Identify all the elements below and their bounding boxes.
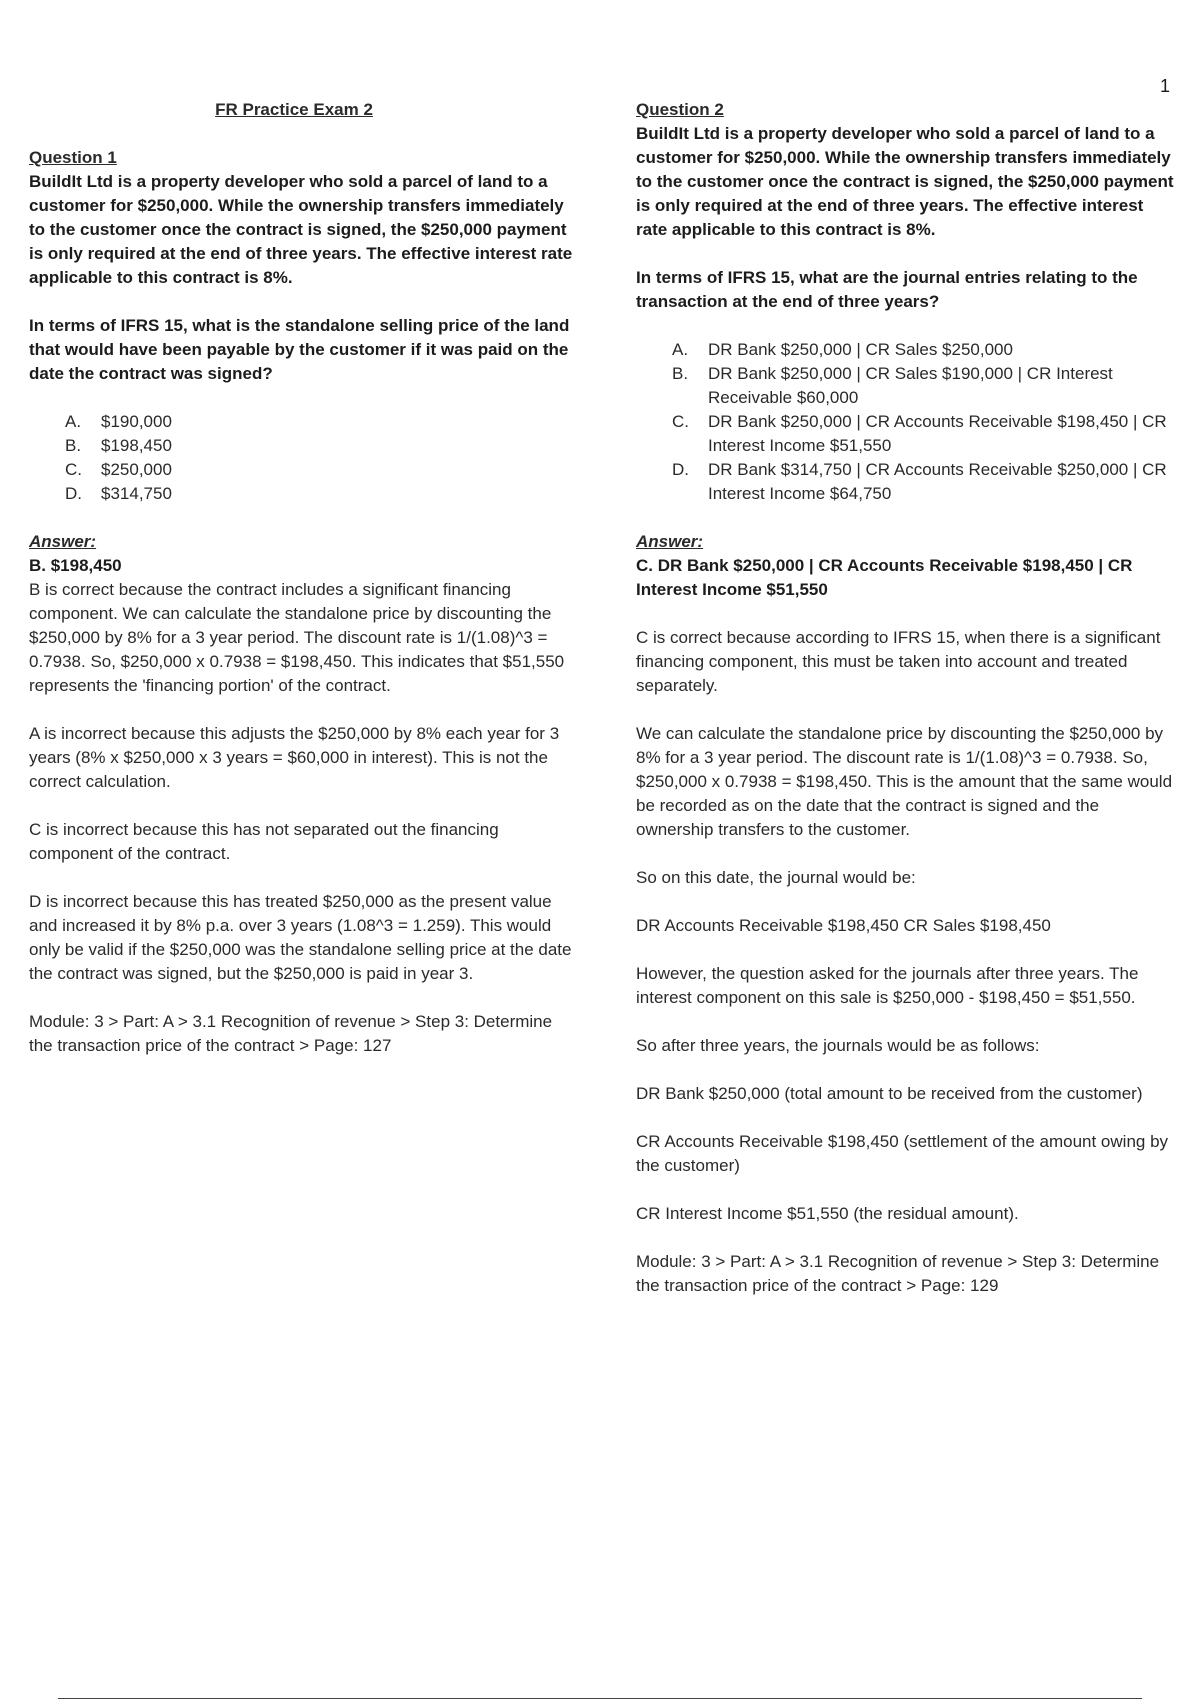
option-text: DR Bank $250,000 | CR Sales $250,000 bbox=[708, 340, 1013, 359]
option-text: DR Bank $250,000 | CR Accounts Receivable $198,450 | CR Interest Income $51,550 bbox=[708, 412, 1167, 455]
option-text: $250,000 bbox=[101, 460, 172, 479]
module-reference: Module: 3 > Part: A > 3.1 Recognition of revenue > Step 3: Determine the transaction price of the contract > Page: 127 bbox=[29, 1012, 553, 1055]
question-2-options bbox=[636, 338, 1176, 506]
option-text: DR Bank $250,000 | CR Sales $190,000 | CR Interest Receivable $60,000 bbox=[708, 364, 1113, 407]
explanation-paragraph: D is incorrect because this has treated $250,000 as the present value and increased it by 8% p.a. over 3 years (1.08^3 = 1.259). This would only be valid if the $250,000 was the standalone selling price at the date the contract was signed, but the $250,000 is paid in year 3. bbox=[29, 892, 572, 983]
journal-line: DR Bank $250,000 (total amount to be received from the customer) bbox=[636, 1084, 1143, 1103]
module-reference: Module: 3 > Part: A > 3.1 Recognition of revenue > Step 3: Determine the transaction price of the contract > Page: 129 bbox=[636, 1252, 1160, 1295]
option-d bbox=[636, 458, 1176, 506]
correct-answer: C. DR Bank $250,000 | CR Accounts Receivable $198,450 | CR Interest Income $51,550 bbox=[636, 556, 1133, 599]
question-2-prompt: In terms of IFRS 15, what are the journal entries relating to the transaction at the end of three years? bbox=[636, 268, 1138, 311]
question-1-stem: BuildIt Ltd is a property developer who sold a parcel of land to a customer for $250,000. While the ownership transfers immediately to the customer once the contract is signed, the $250,000 payment is only required at the end of three years. The effective interest rate applicable to this contract is 8%. bbox=[29, 172, 573, 287]
question-1-column bbox=[29, 98, 575, 1058]
option-b bbox=[29, 434, 575, 458]
explanation-paragraph: C is incorrect because this has not separated out the financing component of the contract. bbox=[29, 820, 499, 863]
option-letter: C. bbox=[65, 460, 82, 479]
exam-title: FR Practice Exam 2 bbox=[215, 100, 373, 119]
explanation-paragraph: B is correct because the contract includes a significant financing component. We can calculate the standalone price by discounting the $250,000 by 8% for a 3 year period. The discount rate is 1/(1.08)^3 = 0.7938. So, $250,000 x 0.7938 = $198,450. This indicates that $51,550 represents the 'financing portion' of the contract. bbox=[29, 580, 565, 695]
option-letter: A. bbox=[672, 340, 689, 359]
explanation-paragraph: A is incorrect because this adjusts the $250,000 by 8% each year for 3 years (8% x $250,000 x 3 years = $60,000 in interest). This is not the correct calculation. bbox=[29, 724, 560, 791]
question-2-column bbox=[636, 98, 1176, 1298]
explanation-paragraph: We can calculate the standalone price by discounting the $250,000 by 8% for a 3 year period. The discount rate is 1/(1.08)^3 = 0.7938. So, $250,000 x 0.7938 = $198,450. This is the amount that the same would be recorded as on the date that the contract is signed and the ownership transfers to the customer. bbox=[636, 724, 1173, 839]
option-a bbox=[636, 338, 1176, 362]
question-1-options bbox=[29, 410, 575, 506]
question-1-prompt: In terms of IFRS 15, what is the standalone selling price of the land that would have been payable by the customer if it was paid on the date the contract was signed? bbox=[29, 316, 570, 383]
question-2-stem: BuildIt Ltd is a property developer who sold a parcel of land to a customer for $250,000. While the ownership transfers immediately to the customer once the contract is signed, the $250,000 payment is only required at the end of three years. The effective interest rate applicable to this contract is 8%. bbox=[636, 124, 1174, 239]
question-2-label: Question 2 bbox=[636, 100, 724, 119]
explanation-paragraph: DR Accounts Receivable $198,450 CR Sales $198,450 bbox=[636, 916, 1051, 935]
option-letter: B. bbox=[672, 364, 689, 383]
option-c bbox=[636, 410, 1176, 458]
explanation-paragraph: So after three years, the journals would be as follows: bbox=[636, 1036, 1040, 1055]
option-text: DR Bank $314,750 | CR Accounts Receivable $250,000 | CR Interest Income $64,750 bbox=[708, 460, 1167, 503]
option-text: $190,000 bbox=[101, 412, 172, 431]
option-letter: C. bbox=[672, 412, 689, 431]
option-text: $198,450 bbox=[101, 436, 172, 455]
journal-line: CR Interest Income $51,550 (the residual amount). bbox=[636, 1204, 1019, 1223]
explanation-paragraph: So on this date, the journal would be: bbox=[636, 868, 916, 887]
option-b bbox=[636, 362, 1176, 410]
journal-line: CR Accounts Receivable $198,450 (settlement of the amount owing by the customer) bbox=[636, 1132, 1169, 1175]
question-1-label: Question 1 bbox=[29, 148, 117, 167]
option-letter: B. bbox=[65, 436, 82, 455]
correct-answer: B. $198,450 bbox=[29, 556, 122, 575]
page-number: 1 bbox=[1159, 76, 1170, 96]
option-letter: D. bbox=[65, 484, 82, 503]
explanation-paragraph: C is correct because according to IFRS 15, when there is a significant financing component, this must be taken into account and treated separately. bbox=[636, 628, 1161, 695]
explanation-paragraph: However, the question asked for the journals after three years. The interest component on this sale is $250,000 - $198,450 = $51,550. bbox=[636, 964, 1139, 1007]
answer-label: Answer: bbox=[636, 532, 704, 551]
option-text: $314,750 bbox=[101, 484, 172, 503]
option-c bbox=[29, 458, 575, 482]
option-d bbox=[29, 482, 575, 506]
option-letter: D. bbox=[672, 460, 689, 479]
option-a bbox=[29, 410, 575, 434]
option-letter: A. bbox=[65, 412, 82, 431]
answer-label: Answer: bbox=[29, 532, 97, 551]
footer-divider bbox=[58, 1698, 1142, 1699]
